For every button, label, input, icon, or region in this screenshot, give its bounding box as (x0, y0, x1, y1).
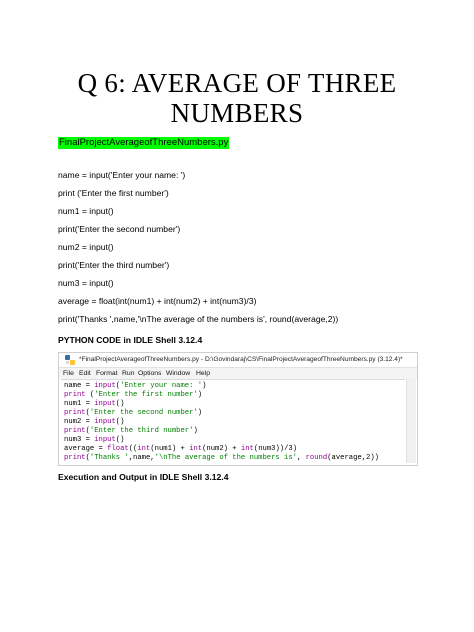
code-token: ( (115, 382, 121, 390)
code-token: (num1) + (150, 445, 190, 453)
code-token: num1 = (64, 400, 95, 408)
idle-code-line (64, 418, 124, 427)
idle-code-editor[interactable] (61, 379, 405, 464)
code-token: num3 = (64, 436, 95, 444)
code-token: print (64, 391, 86, 399)
python-code-heading: PYTHON CODE in IDLE Shell 3.12.4 (58, 335, 203, 345)
code-line: num2 = input() (58, 242, 114, 252)
code-token: ) (197, 409, 203, 417)
code-token: 'Enter the second number' (89, 409, 198, 417)
code-line: print('Thanks ',name,'\nThe average of the numbers is', round(average,2)) (58, 314, 339, 324)
code-token: input (94, 436, 116, 444)
code-line: print('Enter the second number') (58, 224, 181, 234)
code-token: , (296, 454, 306, 462)
code-token: (num3))/3) (253, 445, 298, 453)
code-token: () (115, 400, 125, 408)
output-heading: Execution and Output in IDLE Shell 3.12.4 (58, 472, 229, 482)
code-token: ) (193, 427, 198, 435)
code-token: input (94, 418, 116, 426)
idle-code-line (64, 427, 198, 436)
code-token: int (137, 445, 151, 453)
code-token: (num2) + (202, 445, 241, 453)
menu-help[interactable]: Help (196, 370, 210, 377)
idle-window-title: *FinalProjectAverageofThreeNumbers.py - D:\Govindaraj\CS\FinalProjectAverageofThreeNumbers.py (3.12.4)* (79, 356, 403, 363)
idle-code-line (64, 445, 297, 454)
code-token: ,name, (128, 454, 155, 462)
code-token: ( (85, 409, 90, 417)
title-line-1: Q 6: AVERAGE OF THREE (77, 68, 397, 98)
code-token: ) (197, 391, 203, 399)
code-token: average = (64, 445, 108, 453)
code-line: average = float(int(num1) + int(num2) + int(num3)/3) (58, 296, 257, 306)
idle-code-line (64, 436, 124, 445)
code-token: '\nThe average of the numbers is' (154, 454, 297, 462)
code-token: input (94, 400, 116, 408)
code-line: num3 = input() (58, 278, 114, 288)
code-token: num2 = (64, 418, 95, 426)
idle-window-screenshot (58, 352, 418, 466)
code-token: ( (85, 427, 90, 435)
code-token: 'Enter the third number' (89, 427, 194, 435)
code-token: ( (85, 454, 90, 462)
code-token: print (64, 427, 86, 435)
menu-edit[interactable]: Edit (79, 370, 91, 377)
idle-code-line (64, 382, 206, 391)
menu-window[interactable]: Window (166, 370, 191, 377)
idle-code-line (64, 391, 202, 400)
code-token: round (305, 454, 328, 462)
code-token: input (94, 382, 116, 390)
file-name-label: FinalProjectAverageofThreeNumbers.py (59, 137, 229, 148)
menu-file[interactable]: File (63, 370, 74, 377)
code-token: print (64, 409, 86, 417)
menu-options[interactable]: Options (138, 370, 162, 377)
idle-titlebar (59, 353, 417, 368)
code-token: print (64, 454, 86, 462)
idle-code-line (64, 400, 124, 409)
page-title (0, 68, 474, 128)
menu-run[interactable]: Run (122, 370, 135, 377)
code-token: 'Enter your name: ' (120, 382, 203, 390)
python-icon (65, 355, 75, 365)
code-line: print ('Enter the first number') (58, 188, 169, 198)
code-line: num1 = input() (58, 206, 114, 216)
code-token: ) (202, 382, 207, 390)
idle-scrollbar[interactable] (406, 379, 416, 463)
idle-menubar (59, 368, 417, 379)
code-line: print('Enter the third number') (58, 260, 170, 270)
code-token: name = (64, 382, 95, 390)
code-line: name = input('Enter your name: ') (58, 170, 186, 180)
title-line-2: NUMBERS (170, 98, 304, 128)
code-token: (( (128, 445, 138, 453)
code-token: float (107, 445, 129, 453)
code-token: (average,2)) (327, 454, 379, 462)
code-token: int (189, 445, 203, 453)
code-token: () (115, 418, 125, 426)
code-token: 'Enter the first number' (94, 391, 198, 399)
idle-code-line (64, 454, 379, 463)
code-token: ( (85, 391, 95, 399)
code-token: int (240, 445, 254, 453)
code-token: () (115, 436, 125, 444)
code-token: 'Thanks ' (89, 454, 129, 462)
menu-format[interactable]: Format (96, 370, 118, 377)
idle-code-line (64, 409, 202, 418)
